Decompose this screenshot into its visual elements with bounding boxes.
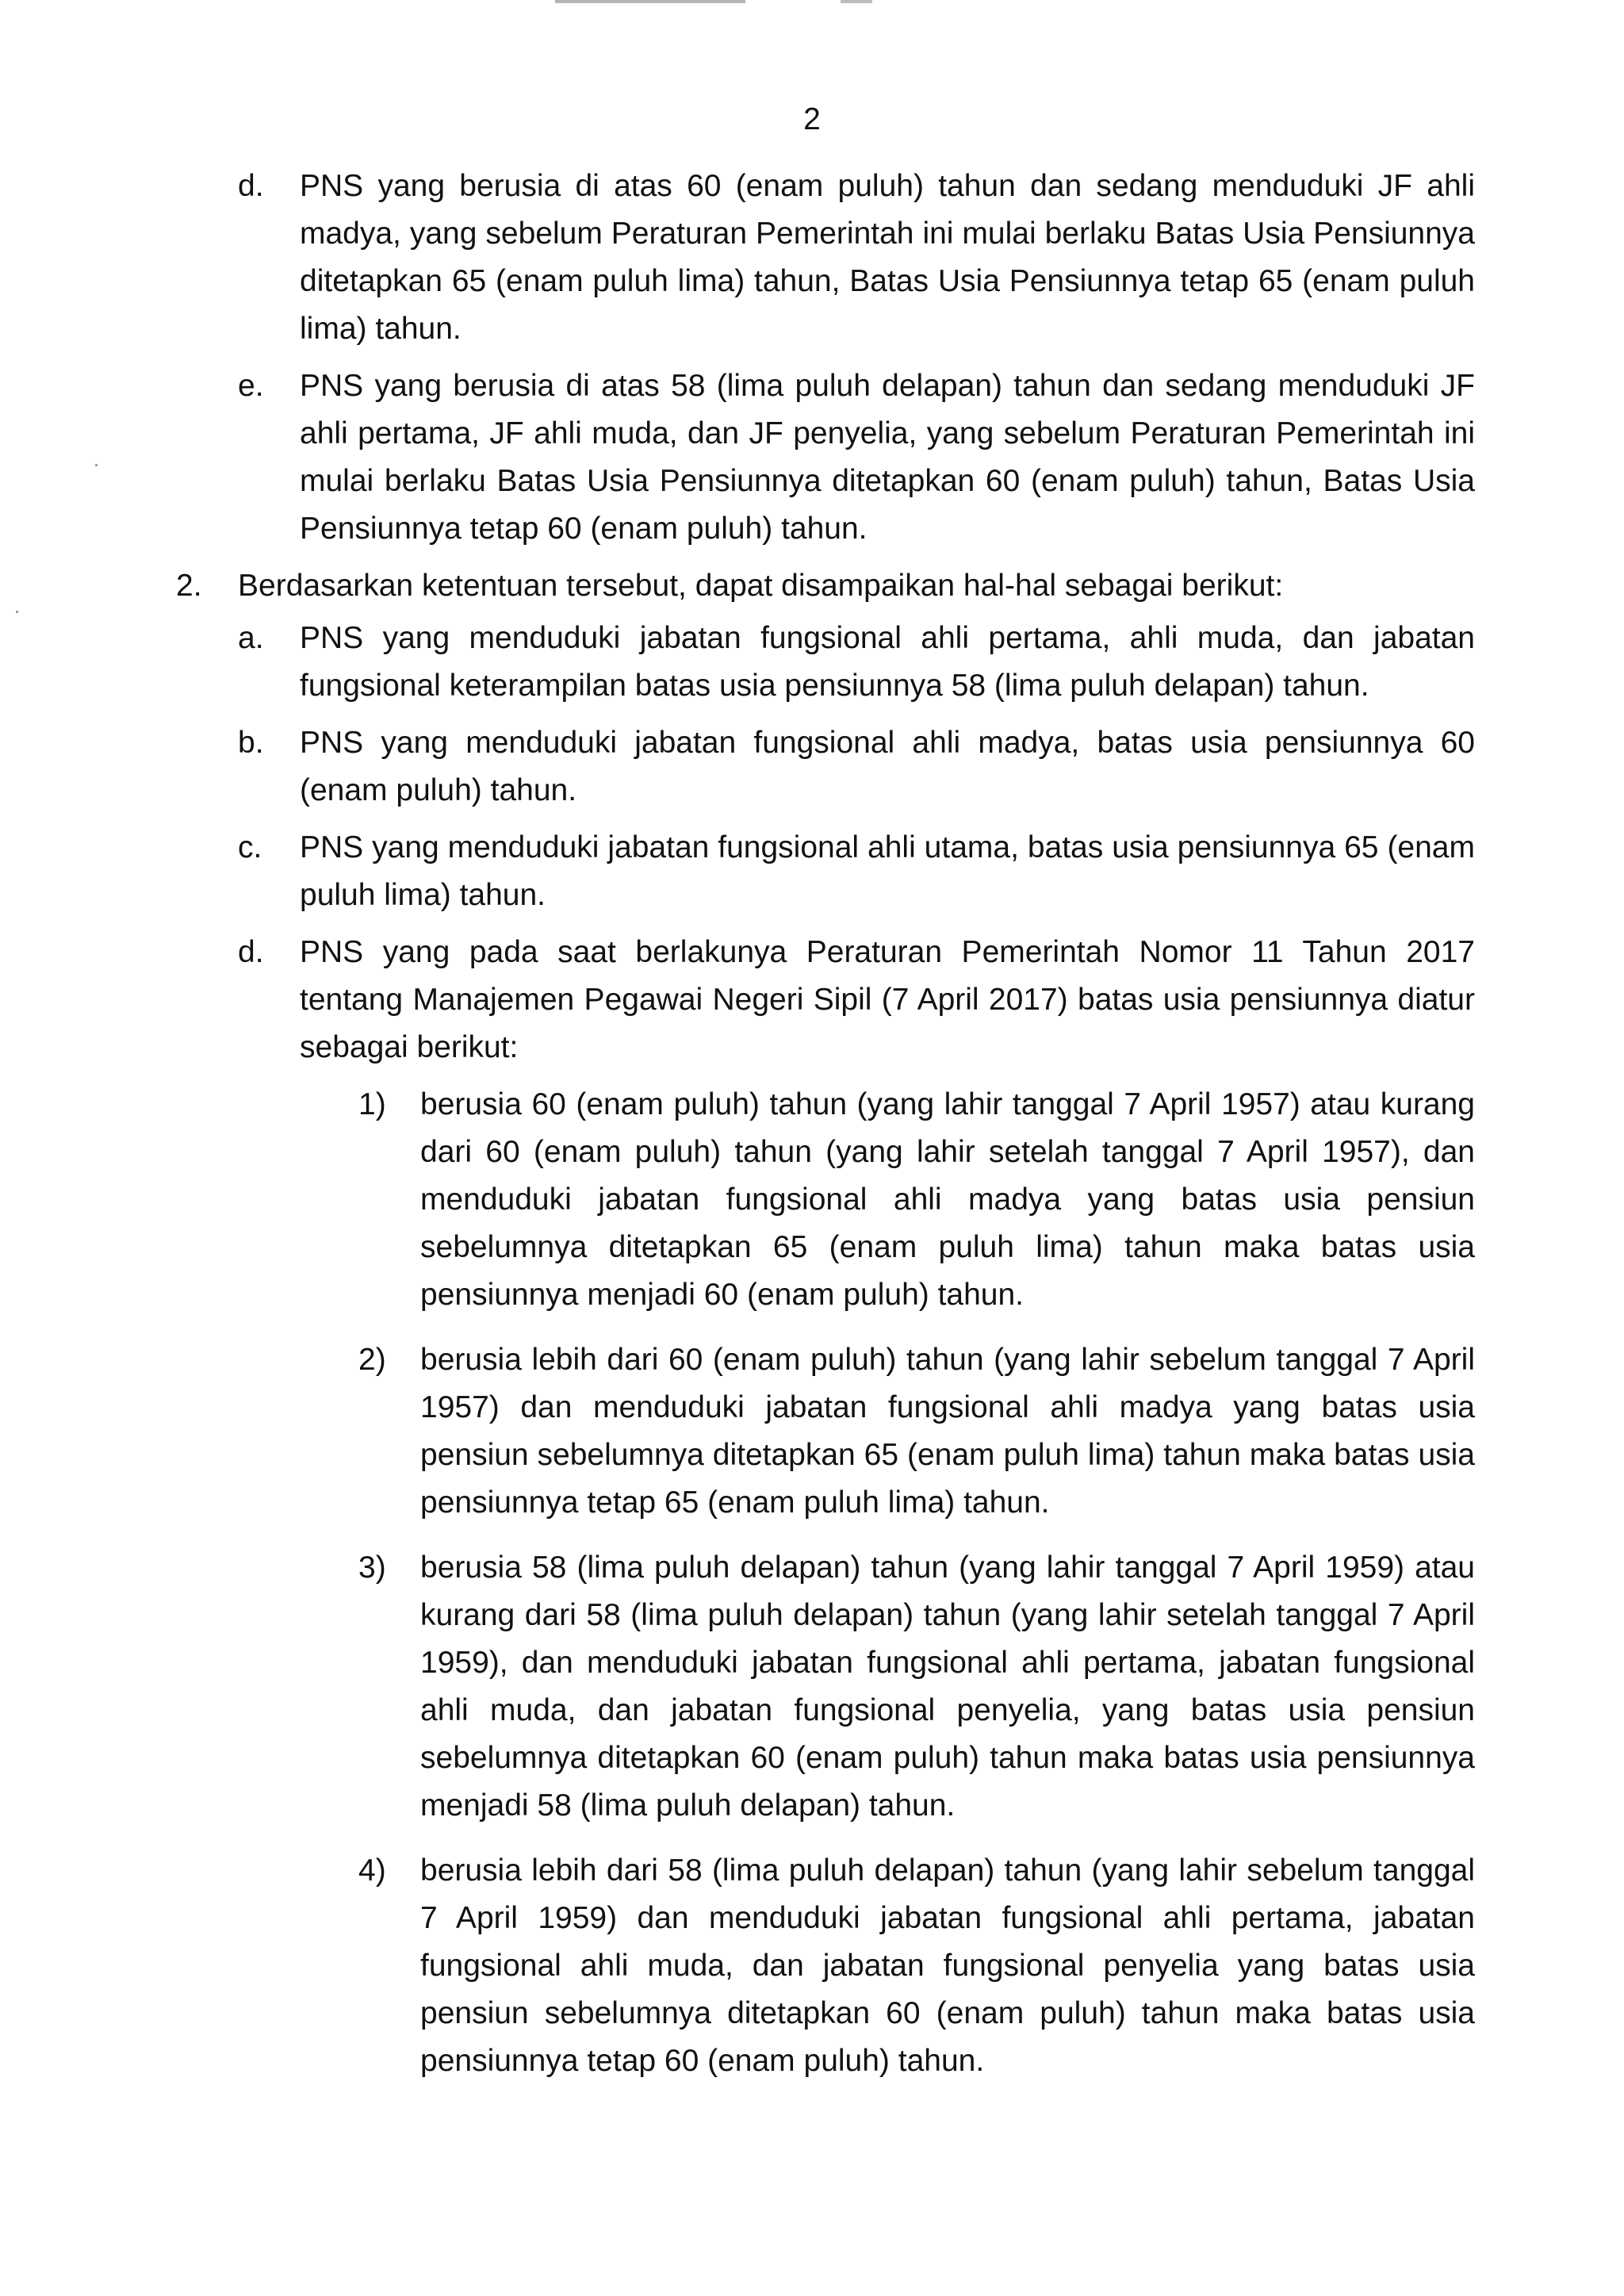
list-marker: b. — [238, 726, 264, 760]
scan-artifact — [16, 611, 18, 613]
point-2 — [358, 1336, 1475, 1527]
list-marker: a. — [238, 621, 264, 655]
point-1 — [358, 1081, 1475, 1319]
list-marker: 2) — [358, 1343, 386, 1377]
page-number: 2 — [803, 102, 821, 136]
list-item-text: PNS yang berusia di atas 60 (enam puluh) tahun dan sedang menduduki JF ahli madya, yang sebelum Peraturan Pemerintah ini mulai berlaku Batas Usia Pensiunnya ditetapkan 65 (enam puluh lima) tahun, Batas Usia Pensiunnya tetap 65 (enam puluh lima) tahun. — [300, 169, 1475, 346]
section-intro-text: Berdasarkan ketentuan tersebut, dapat disampaikan hal-hal sebagai berikut: — [238, 569, 1284, 603]
list-item-text: PNS yang menduduki jabatan fungsional ahli pertama, ahli muda, dan jabatan fungsional keterampilan batas usia pensiunnya 58 (lima puluh delapan) tahun. — [300, 621, 1475, 703]
list-marker: 3) — [358, 1550, 386, 1585]
point-3 — [358, 1544, 1475, 1830]
sub-item-b — [238, 719, 1475, 815]
sub-item-d — [238, 929, 1475, 1071]
list-item-text: PNS yang berusia di atas 58 (lima puluh delapan) tahun dan sedang menduduki JF ahli pertama, JF ahli muda, dan JF penyelia, yang sebelum Peraturan Pemerintah ini mulai berlaku Batas Usia Pensiunnya ditetapkan 60 (enam puluh) tahun, Batas Usia Pensiunnya tetap 60 (enam puluh) tahun. — [300, 369, 1475, 546]
scan-artifact — [555, 0, 745, 3]
list-item-text: PNS yang pada saat berlakunya Peraturan Pemerintah Nomor 11 Tahun 2017 tentang Manajemen Pegawai Negeri Sipil (7 April 2017) batas usia pensiunnya diatur sebagai berikut: — [300, 935, 1475, 1064]
sub-item-a — [238, 615, 1475, 710]
list-item-text: berusia 58 (lima puluh delapan) tahun (yang lahir tanggal 7 April 1959) atau kurang dari 58 (lima puluh delapan) tahun (yang lahir setelah tanggal 7 April 1959), dan menduduki jabatan fungsional ahli pertama, jabatan fungsional ahli muda, dan jabatan fungsional penyelia, yang batas usia pensiun sebelumnya ditetapkan 60 (enam puluh) tahun maka batas usia pensiunnya menjadi 58 (lima puluh delapan) tahun. — [420, 1550, 1475, 1823]
numbered-item-2 — [176, 562, 1413, 610]
list-marker: 2. — [176, 569, 202, 603]
list-item-text: berusia 60 (enam puluh) tahun (yang lahir tanggal 7 April 1957) atau kurang dari 60 (enam puluh) tahun (yang lahir setelah tanggal 7 April 1957), dan menduduki jabatan fungsional ahli madya yang batas usia pensiun sebelumnya ditetapkan 65 (enam puluh lima) tahun maka batas usia pensiunnya menjadi 60 (enam puluh) tahun. — [420, 1087, 1475, 1312]
list-item-text: PNS yang menduduki jabatan fungsional ahli utama, batas usia pensiunnya 65 (enam puluh lima) tahun. — [300, 830, 1475, 912]
list-item-text: berusia lebih dari 58 (lima puluh delapan) tahun (yang lahir sebelum tanggal 7 April 1959) dan menduduki jabatan fungsional ahli pertama, jabatan fungsional ahli muda, dan jabatan fungsional penyelia yang batas usia pensiun sebelumnya ditetapkan 60 (enam puluh) tahun maka batas usia pensiunnya tetap 60 (enam puluh) tahun. — [420, 1853, 1475, 2078]
point-4 — [358, 1847, 1475, 2085]
list-marker: 4) — [358, 1853, 386, 1888]
list-item-e — [238, 362, 1475, 553]
list-item-d — [238, 163, 1475, 353]
scan-artifact — [95, 464, 98, 466]
list-marker: c. — [238, 830, 262, 864]
list-marker: d. — [238, 935, 264, 969]
list-item-text: PNS yang menduduki jabatan fungsional ahli madya, batas usia pensiunnya 60 (enam puluh) tahun. — [300, 726, 1475, 807]
list-marker: e. — [238, 369, 264, 403]
list-item-text: berusia lebih dari 60 (enam puluh) tahun (yang lahir sebelum tanggal 7 April 1957) dan menduduki jabatan fungsional ahli madya yang batas usia pensiun sebelumnya ditetapkan 65 (enam puluh lima) tahun maka batas usia pensiunnya tetap 65 (enam puluh lima) tahun. — [420, 1343, 1475, 1520]
list-marker: d. — [238, 169, 264, 203]
list-marker: 1) — [358, 1087, 386, 1121]
sub-item-c — [238, 824, 1475, 919]
scan-artifact — [841, 0, 872, 3]
document-body — [176, 163, 1475, 2102]
